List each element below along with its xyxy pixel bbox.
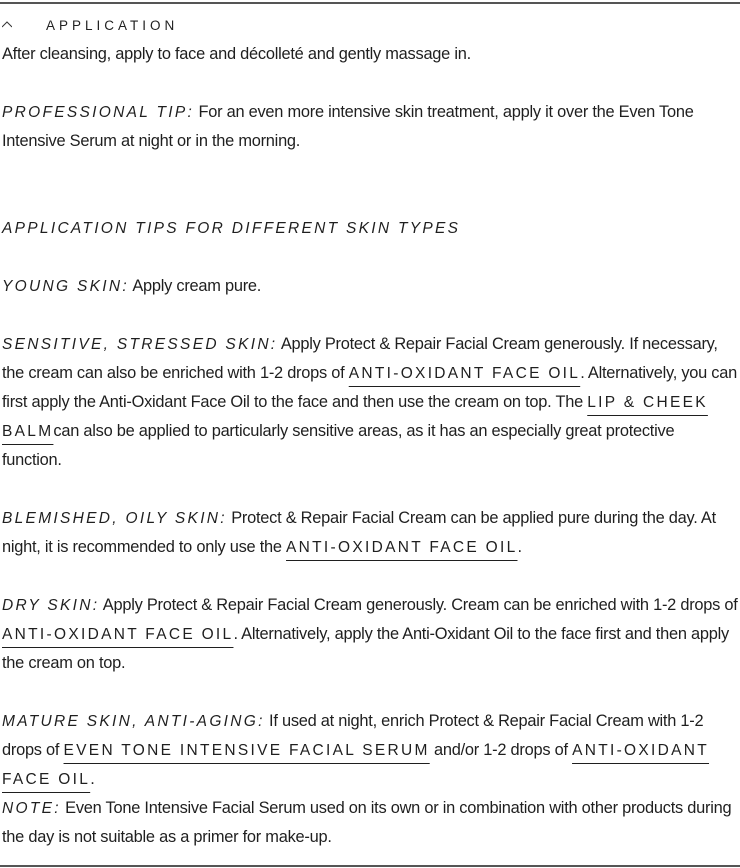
anti-oxidant-face-oil-link[interactable]: ANTI-OXIDANT FACE OIL bbox=[2, 742, 710, 788]
tip-blemished bbox=[2, 504, 738, 562]
mature-text: and/or 1-2 drops of bbox=[429, 741, 573, 759]
tip-dry bbox=[2, 591, 738, 678]
lip-cheek-balm-link[interactable]: LIP & CHEEK BALM bbox=[2, 394, 708, 440]
sensitive-text: can also be applied to particularly sensitive areas, as it has an especially great protective function. bbox=[2, 422, 675, 469]
section-title: APPLICATION bbox=[46, 17, 179, 33]
sensitive-text: . Alternatively, you can first apply the Anti-Oxidant Face Oil to the face and then use the cream on top. The bbox=[2, 364, 737, 411]
tip-young bbox=[2, 272, 738, 301]
anti-oxidant-face-oil-link[interactable]: ANTI-OXIDANT FACE OIL bbox=[286, 539, 518, 556]
top-divider bbox=[0, 2, 740, 4]
young-label: YOUNG SKIN: bbox=[2, 278, 129, 295]
sensitive-label: SENSITIVE, STRESSED SKIN: bbox=[2, 336, 278, 353]
tip-mature bbox=[2, 707, 738, 794]
accordion-header-application[interactable] bbox=[2, 14, 178, 36]
mature-label: MATURE SKIN, ANTI-AGING: bbox=[2, 713, 265, 730]
application-content bbox=[2, 40, 738, 852]
dry-label: DRY SKIN: bbox=[2, 597, 100, 614]
mature-text: . bbox=[90, 770, 95, 788]
dry-text: . Alternatively, apply the Anti-Oxidant Oil to the face first and then apply the cream on top. bbox=[2, 625, 729, 672]
tip-sensitive bbox=[2, 330, 738, 475]
blemished-text: Protect & Repair Facial Cream can be applied pure during the day. At night, it is recommended to only use the bbox=[2, 509, 716, 556]
blemished-label: BLEMISHED, OILY SKIN: bbox=[2, 510, 227, 527]
chevron-up-icon bbox=[2, 20, 12, 30]
intro-text: After cleansing, apply to face and décolleté and gently massage in. bbox=[2, 45, 471, 63]
sensitive-text: Apply Protect & Repair Facial Cream generously. If necessary, the cream can also be enriched with 1-2 drops of bbox=[2, 335, 718, 382]
anti-oxidant-face-oil-link[interactable]: ANTI-OXIDANT FACE OIL bbox=[348, 365, 581, 382]
dry-text: Apply Protect & Repair Facial Cream generously. Cream can be enriched with 1-2 drops of bbox=[99, 596, 738, 614]
note-label: NOTE: bbox=[2, 800, 61, 817]
pro-tip-label: PROFESSIONAL TIP: bbox=[2, 104, 195, 121]
blemished-text: . bbox=[517, 538, 522, 556]
bottom-divider bbox=[0, 865, 740, 867]
note-text: Even Tone Intensive Facial Serum used on its own or in combination with other products during the day is not suitable as a primer for make-up. bbox=[2, 799, 732, 846]
pro-tip-text: For an even more intensive skin treatment, apply it over the Even Tone Intensive Serum at night or in the morning. bbox=[2, 103, 694, 150]
tips-heading-text: APPLICATION TIPS FOR DIFFERENT SKIN TYPES bbox=[2, 220, 461, 237]
tips-heading bbox=[2, 214, 738, 243]
pro-tip bbox=[2, 98, 738, 156]
note bbox=[2, 794, 738, 852]
mature-text: If used at night, enrich Protect & Repair Facial Cream with 1-2 drops of bbox=[2, 712, 704, 759]
even-tone-serum-link[interactable]: EVEN TONE INTENSIVE FACIAL SERUM bbox=[63, 742, 430, 759]
anti-oxidant-face-oil-link[interactable]: ANTI-OXIDANT FACE OIL bbox=[2, 626, 234, 643]
young-text: Apply cream pure. bbox=[128, 277, 262, 295]
